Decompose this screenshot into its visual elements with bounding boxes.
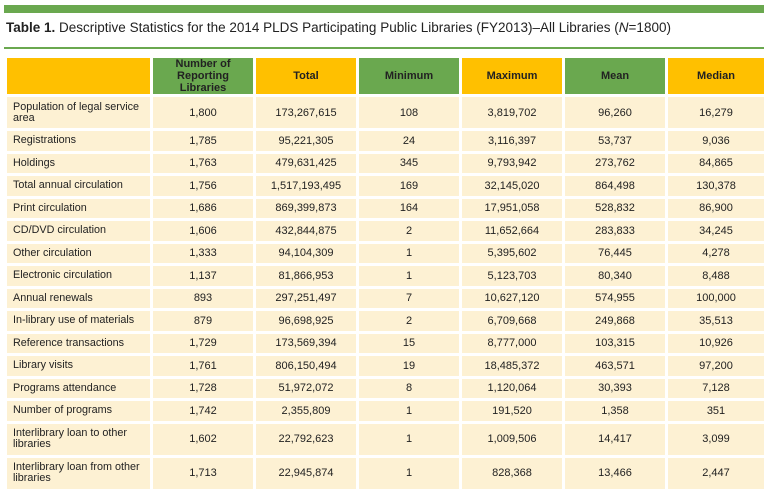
total-cell: 51,972,072 [256,379,356,399]
mean-cell: 283,833 [565,221,665,241]
reporting-libraries-cell: 1,686 [153,199,253,219]
caption-rule [4,47,764,49]
table-row [7,458,764,489]
total-cell: 22,945,874 [256,458,356,489]
top-accent-bar [4,5,764,13]
table-row [7,176,764,196]
header-reporting-libraries: Number of Reporting Libraries [153,58,253,94]
table-row [7,424,764,455]
maximum-cell: 5,395,602 [462,244,562,264]
median-cell: 34,245 [668,221,764,241]
table-row [7,401,764,421]
reporting-libraries-cell: 1,606 [153,221,253,241]
median-cell: 100,000 [668,289,764,309]
median-cell: 3,099 [668,424,764,455]
maximum-cell: 3,116,397 [462,131,562,151]
maximum-cell: 5,123,703 [462,266,562,286]
mean-cell: 1,358 [565,401,665,421]
total-cell: 81,866,953 [256,266,356,286]
row-label-cell: Print circulation [7,199,150,219]
minimum-cell: 1 [359,401,459,421]
mean-cell: 574,955 [565,289,665,309]
total-cell: 432,844,875 [256,221,356,241]
total-cell: 2,355,809 [256,401,356,421]
maximum-cell: 1,009,506 [462,424,562,455]
total-cell: 173,569,394 [256,334,356,354]
minimum-cell: 2 [359,311,459,331]
header-mean: Mean [565,58,665,94]
total-cell: 479,631,425 [256,154,356,174]
total-cell: 173,267,615 [256,97,356,128]
mean-cell: 864,498 [565,176,665,196]
table-row [7,131,764,151]
maximum-cell: 191,520 [462,401,562,421]
minimum-cell: 1 [359,266,459,286]
reporting-libraries-cell: 1,137 [153,266,253,286]
reporting-libraries-cell: 893 [153,289,253,309]
mean-cell: 463,571 [565,356,665,376]
row-label-cell: Registrations [7,131,150,151]
table-row [7,311,764,331]
reporting-libraries-cell: 1,763 [153,154,253,174]
maximum-cell: 1,120,064 [462,379,562,399]
median-cell: 35,513 [668,311,764,331]
total-cell: 869,399,873 [256,199,356,219]
total-cell: 94,104,309 [256,244,356,264]
caption-prefix: Table 1. [6,20,56,35]
header-median: Median [668,58,764,94]
header-row [7,58,764,94]
reporting-libraries-cell: 1,713 [153,458,253,489]
row-label-cell: Electronic circulation [7,266,150,286]
reporting-libraries-cell: 1,333 [153,244,253,264]
minimum-cell: 108 [359,97,459,128]
table-caption [6,20,671,35]
header-minimum: Minimum [359,58,459,94]
row-label-cell: Library visits [7,356,150,376]
median-cell: 10,926 [668,334,764,354]
maximum-cell: 6,709,668 [462,311,562,331]
row-label-cell: Other circulation [7,244,150,264]
table-row [7,266,764,286]
row-label-cell: Total annual circulation [7,176,150,196]
minimum-cell: 24 [359,131,459,151]
median-cell: 351 [668,401,764,421]
minimum-cell: 1 [359,424,459,455]
row-label-cell: CD/DVD circulation [7,221,150,241]
header-total: Total [256,58,356,94]
mean-cell: 76,445 [565,244,665,264]
median-cell: 9,036 [668,131,764,151]
total-cell: 1,517,193,495 [256,176,356,196]
maximum-cell: 17,951,058 [462,199,562,219]
minimum-cell: 164 [359,199,459,219]
reporting-libraries-cell: 1,785 [153,131,253,151]
median-cell: 86,900 [668,199,764,219]
header-label-cell [7,58,150,94]
maximum-cell: 9,793,942 [462,154,562,174]
table-row [7,356,764,376]
mean-cell: 249,868 [565,311,665,331]
minimum-cell: 169 [359,176,459,196]
maximum-cell: 18,485,372 [462,356,562,376]
minimum-cell: 7 [359,289,459,309]
row-label-cell: Population of legal service area [7,97,150,128]
minimum-cell: 15 [359,334,459,354]
row-label-cell: Reference transactions [7,334,150,354]
minimum-cell: 1 [359,458,459,489]
median-cell: 7,128 [668,379,764,399]
median-cell: 130,378 [668,176,764,196]
reporting-libraries-cell: 1,800 [153,97,253,128]
median-cell: 2,447 [668,458,764,489]
median-cell: 97,200 [668,356,764,376]
total-cell: 96,698,925 [256,311,356,331]
minimum-cell: 1 [359,244,459,264]
total-cell: 22,792,623 [256,424,356,455]
total-cell: 297,251,497 [256,289,356,309]
table-row [7,289,764,309]
table-row [7,199,764,219]
median-cell: 8,488 [668,266,764,286]
mean-cell: 53,737 [565,131,665,151]
mean-cell: 103,315 [565,334,665,354]
maximum-cell: 10,627,120 [462,289,562,309]
row-label-cell: Interlibrary loan to other libraries [7,424,150,455]
table-row [7,97,764,128]
median-cell: 16,279 [668,97,764,128]
table-row [7,244,764,264]
caption-text: Descriptive Statistics for the 2014 PLDS Participating Public Libraries (FY2013)–All Libraries ( [59,20,619,35]
row-label-cell: Number of programs [7,401,150,421]
minimum-cell: 2 [359,221,459,241]
maximum-cell: 11,652,664 [462,221,562,241]
row-label-cell: Programs attendance [7,379,150,399]
statistics-table [4,55,767,492]
maximum-cell: 828,368 [462,458,562,489]
mean-cell: 13,466 [565,458,665,489]
reporting-libraries-cell: 1,756 [153,176,253,196]
mean-cell: 80,340 [565,266,665,286]
row-label-cell: Holdings [7,154,150,174]
minimum-cell: 345 [359,154,459,174]
minimum-cell: 19 [359,356,459,376]
mean-cell: 273,762 [565,154,665,174]
row-label-cell: Interlibrary loan from other libraries [7,458,150,489]
caption-n: N [618,20,629,35]
mean-cell: 14,417 [565,424,665,455]
reporting-libraries-cell: 879 [153,311,253,331]
table-row [7,379,764,399]
median-cell: 4,278 [668,244,764,264]
reporting-libraries-cell: 1,761 [153,356,253,376]
mean-cell: 96,260 [565,97,665,128]
reporting-libraries-cell: 1,729 [153,334,253,354]
total-cell: 806,150,494 [256,356,356,376]
table-row [7,221,764,241]
minimum-cell: 8 [359,379,459,399]
total-cell: 95,221,305 [256,131,356,151]
mean-cell: 30,393 [565,379,665,399]
table-row [7,334,764,354]
median-cell: 84,865 [668,154,764,174]
row-label-cell: Annual renewals [7,289,150,309]
maximum-cell: 32,145,020 [462,176,562,196]
reporting-libraries-cell: 1,742 [153,401,253,421]
reporting-libraries-cell: 1,728 [153,379,253,399]
maximum-cell: 8,777,000 [462,334,562,354]
caption-suffix: =1800) [628,20,671,35]
mean-cell: 528,832 [565,199,665,219]
reporting-libraries-cell: 1,602 [153,424,253,455]
row-label-cell: In-library use of materials [7,311,150,331]
table-row [7,154,764,174]
maximum-cell: 3,819,702 [462,97,562,128]
header-maximum: Maximum [462,58,562,94]
